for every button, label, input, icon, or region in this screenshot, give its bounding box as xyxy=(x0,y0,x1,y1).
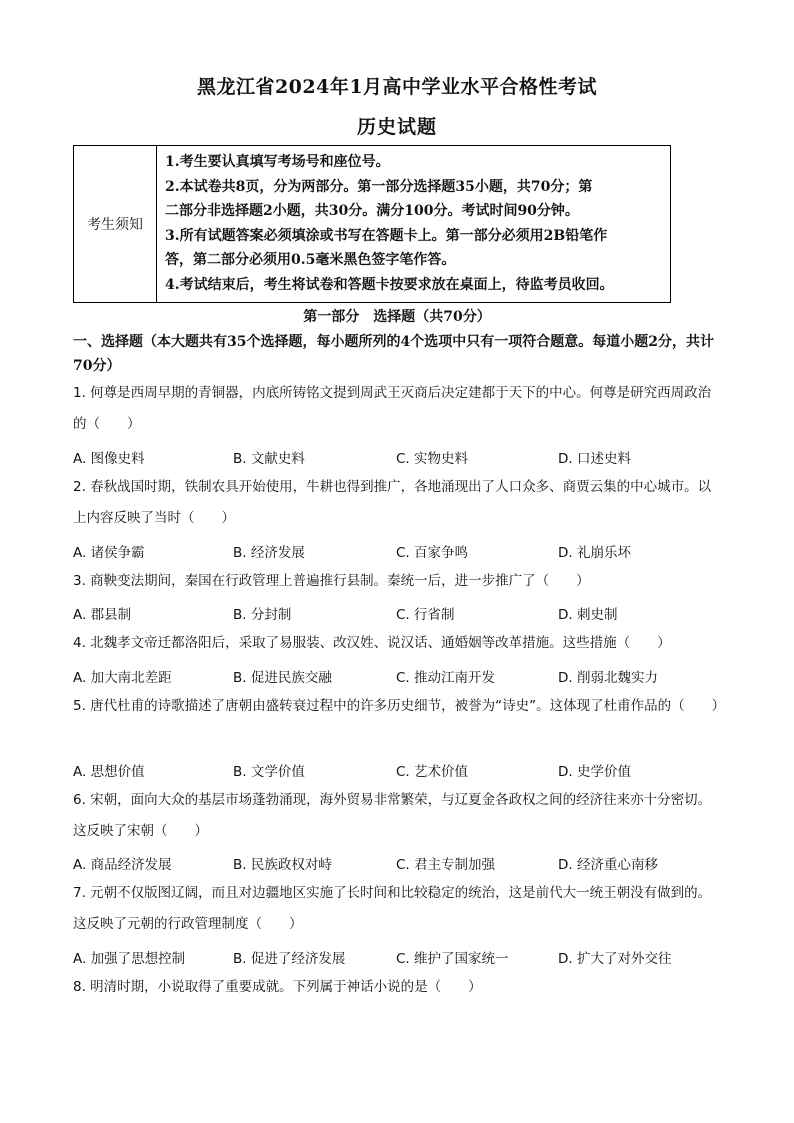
option-c[interactable]: C. 君主专制加强 xyxy=(396,857,496,873)
option-a[interactable]: A. 商品经济发展 xyxy=(73,857,172,873)
options-7 xyxy=(73,947,723,969)
option-c[interactable]: C. 行省制 xyxy=(396,607,455,623)
notice-line: 4.考试结束后，考生将试卷和答题卡按要求放在桌面上，待监考员收回。 xyxy=(165,276,614,293)
notice-line: 2.本试卷共8页，分为两部分。第一部分选择题35小题，共70分；第 xyxy=(165,178,593,195)
option-b[interactable]: B. 分封制 xyxy=(233,607,292,623)
option-b[interactable]: B. 文学价值 xyxy=(233,764,305,780)
question-3: 3. 商鞅变法期间，秦国在行政管理上普遍推行县制。秦统一后，进一步推广了（ ） xyxy=(73,573,590,589)
question-8: 8. 明清时期，小说取得了重要成就。下列属于神话小说的是（ ） xyxy=(73,979,482,995)
option-a[interactable]: A. 加强了思想控制 xyxy=(73,951,186,967)
question-6: 6. 宋朝，面向大众的基层市场蓬勃涌现，海外贸易非常繁荣，与辽夏金各政权之间的经济往来亦十分密切。这反映了宋朝（ ） xyxy=(73,792,712,839)
notice-line: 答，第二部分必须用0.5毫米黑色签字笔作答。 xyxy=(165,252,456,268)
options-4 xyxy=(73,666,723,688)
option-d[interactable]: D. 礼崩乐坏 xyxy=(558,545,631,561)
question-7: 7. 元朝不仅版图辽阔，而且对边疆地区实施了长时间和比较稳定的统治，这是前代大一统王朝没有做到的。这反映了元朝的行政管理制度（ ） xyxy=(73,885,712,932)
option-d[interactable]: D. 扩大了对外交往 xyxy=(558,951,672,967)
notice-table xyxy=(73,145,671,303)
option-b[interactable]: B. 促进民族交融 xyxy=(233,670,332,686)
option-c[interactable]: C. 推动江南开发 xyxy=(396,670,496,686)
option-b[interactable]: B. 促进了经济发展 xyxy=(233,951,346,967)
question-5: 5. 唐代杜甫的诗歌描述了唐朝由盛转衰过程中的许多历史细节，被誉为“诗史”。这体现了杜甫作品的（ ） xyxy=(73,698,726,714)
option-a[interactable]: A. 郡县制 xyxy=(73,607,132,623)
option-a[interactable]: A. 思想价值 xyxy=(73,764,145,780)
question-1: 1. 何尊是西周早期的青铜器，内底所铸铭文提到周武王灭商后决定建都于天下的中心。何尊是研究西周政治的（ ） xyxy=(73,385,712,432)
options-2 xyxy=(73,541,723,563)
option-c[interactable]: C. 艺术价值 xyxy=(396,764,469,780)
option-b[interactable]: B. 民族政权对峙 xyxy=(233,857,332,873)
section-title: 一、选择题（本大题共有35个选择题，每小题所列的4个选项中只有一项符合题意。每道小题2分，共计70分） xyxy=(73,334,714,374)
option-a[interactable]: A. 图像史料 xyxy=(73,451,145,467)
notice-label: 考生须知 xyxy=(74,146,157,302)
part-title: 第一部分 选择题（共70分） xyxy=(303,309,491,325)
exam-title: 黑龙江省2024年1月高中学业水平合格性考试 xyxy=(196,76,598,98)
option-d[interactable]: D. 经济重心南移 xyxy=(558,857,658,873)
option-a[interactable]: A. 加大南北差距 xyxy=(73,670,172,686)
option-a[interactable]: A. 诸侯争霸 xyxy=(73,545,145,561)
option-d[interactable]: D. 削弱北魏实力 xyxy=(558,670,658,686)
option-c[interactable]: C. 百家争鸣 xyxy=(396,545,469,561)
option-b[interactable]: B. 文献史料 xyxy=(233,451,305,467)
options-3 xyxy=(73,603,723,625)
options-6 xyxy=(73,853,723,875)
notice-body xyxy=(157,146,670,302)
exam-subtitle: 历史试题 xyxy=(356,116,437,138)
notice-line: 3.所有试题答案必须填涂或书写在答题卡上。第一部分必须用2B铅笔作 xyxy=(165,227,608,244)
notice-line: 1.考生要认真填写考场号和座位号。 xyxy=(165,154,390,170)
option-d[interactable]: D. 史学价值 xyxy=(558,764,631,780)
question-2: 2. 春秋战国时期，铁制农具开始使用，牛耕也得到推广，各地涌现出了人口众多、商贾云集的中心城市。以上内容反映了当时（ ） xyxy=(73,479,712,526)
notice-line: 二部分非选择题2小题，共30分。满分100分。考试时间90分钟。 xyxy=(165,203,579,219)
option-d[interactable]: D. 刺史制 xyxy=(558,607,618,623)
option-b[interactable]: B. 经济发展 xyxy=(233,545,305,561)
question-4: 4. 北魏孝文帝迁都洛阳后，采取了易服装、改汉姓、说汉话、通婚姻等改革措施。这些措施（ ） xyxy=(73,635,671,651)
option-d[interactable]: D. 口述史料 xyxy=(558,451,631,467)
option-c[interactable]: C. 维护了国家统一 xyxy=(396,951,509,967)
options-5 xyxy=(73,760,723,782)
option-c[interactable]: C. 实物史料 xyxy=(396,451,469,467)
options-1 xyxy=(73,447,723,469)
